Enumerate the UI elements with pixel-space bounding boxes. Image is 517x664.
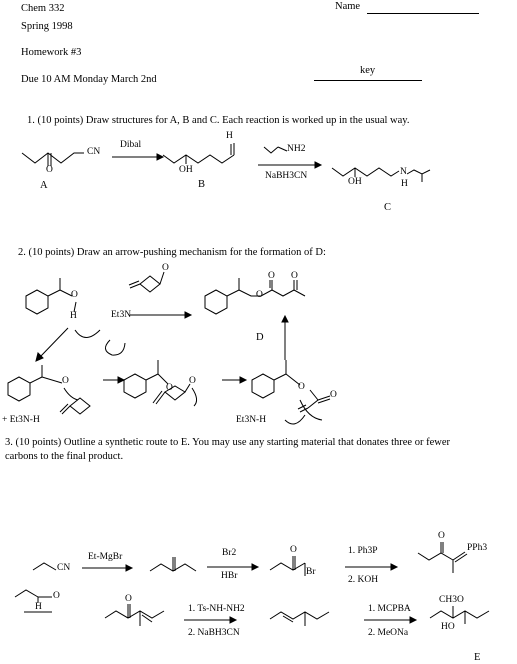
- q3-enone-o: O: [125, 594, 132, 604]
- q2-alcohol-h: H: [70, 311, 77, 321]
- label-C: C: [384, 202, 392, 213]
- q3-bromo-br: Br: [306, 567, 316, 577]
- q1-oh-b: OH: [179, 165, 193, 175]
- q2-product-o3: O: [291, 271, 298, 281]
- q3-reagent-br2: Br2: [222, 548, 237, 558]
- q3-reagent-ph3p: 1. Ph3P: [348, 546, 378, 556]
- q1-n: N: [400, 167, 407, 177]
- q2-prompt: 2. (10 points) Draw an arrow-pushing mechanism for the formation of D:: [18, 247, 326, 258]
- q3-reagent-mcpba: 1. MCPBA: [368, 604, 411, 614]
- reagent-dibal: Dibal: [120, 140, 142, 150]
- q2-int-o1: O: [166, 383, 173, 393]
- q1-aldehyde-h: H: [226, 131, 233, 141]
- q1-oh-c: OH: [348, 177, 362, 187]
- q3-prompt-line2: carbons to the final product.: [5, 451, 124, 462]
- q3-prompt-line1: 3. (10 points) Outline a synthetic route to E. You may use any starting material that donates three or fewer: [5, 437, 450, 448]
- term: Spring 1998: [21, 21, 73, 32]
- q1-nh2: NH2: [287, 144, 306, 154]
- q3-reagent-tosyl: 1. Ts-NH-NH2: [188, 604, 245, 614]
- q3-reagent-grignard: Et-MgBr: [88, 552, 123, 562]
- reagent-nabh3cn: NaBH3CN: [265, 171, 308, 181]
- q2-diketene-o: O: [162, 263, 169, 273]
- label-E: E: [474, 652, 481, 663]
- q1-nh-h: H: [401, 179, 408, 189]
- assignment-title: Homework #3: [21, 47, 82, 58]
- q2-enolate-o1: O: [298, 382, 305, 392]
- q1-ketone-o: O: [46, 165, 53, 175]
- label-D: D: [256, 332, 264, 343]
- q3-aldehyde-o: O: [53, 591, 60, 601]
- q3-reagent-hbr: HBr: [221, 571, 238, 581]
- q3-e-ch3o: CH3O: [439, 595, 464, 605]
- label-A: A: [40, 180, 48, 191]
- q2-ammonium: + Et3N-H: [2, 415, 40, 425]
- q2-enolate-o2: O: [330, 390, 337, 400]
- q3-e-ho: HO: [441, 622, 455, 632]
- name-label: Name: [335, 1, 361, 12]
- q2-int-o2: O: [189, 376, 196, 386]
- q3-ylide-o: O: [438, 531, 445, 541]
- key-label: key: [360, 65, 376, 76]
- q3-bromo-o: O: [290, 545, 297, 555]
- q2-base: Et3N: [111, 310, 132, 320]
- q1-prompt: 1. (10 points) Draw structures for A, B and C. Each reaction is worked up in the usual way.: [27, 115, 410, 126]
- q3-aldehyde-h: H: [35, 602, 42, 612]
- course-title: Chem 332: [21, 3, 65, 14]
- q2-ammonium2: Et3N-H: [236, 415, 267, 425]
- q3-nitrile-cn: CN: [57, 563, 71, 573]
- q1-cn-label: CN: [87, 147, 101, 157]
- q3-reagent-koh: 2. KOH: [348, 575, 379, 585]
- due-date: Due 10 AM Monday March 2nd: [21, 74, 157, 85]
- q2-product-o1: O: [256, 290, 263, 300]
- q3-reagent-nabh3cn: 2. NaBH3CN: [188, 628, 240, 638]
- q2-alkoxide-o: O: [62, 376, 69, 386]
- q2-product-o2: O: [268, 271, 275, 281]
- q3-ylide-pph3: PPh3: [467, 543, 488, 553]
- q2-alcohol-o: O: [71, 290, 78, 300]
- label-B: B: [198, 179, 206, 190]
- q3-reagent-meona: 2. MeONa: [368, 628, 409, 638]
